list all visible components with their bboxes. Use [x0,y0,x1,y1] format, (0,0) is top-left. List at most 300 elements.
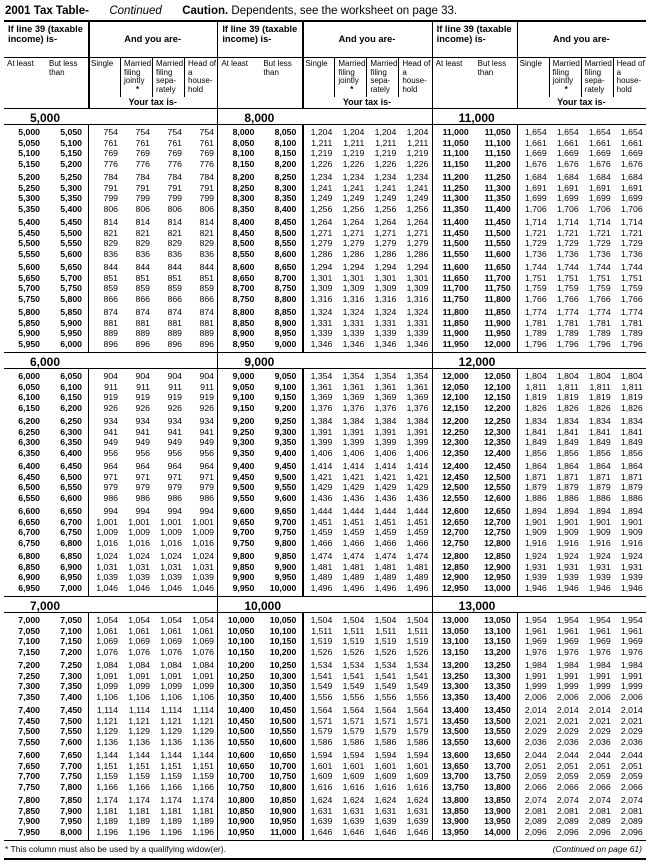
hoh-tax-cell: 1,924 [620,551,643,561]
row-group [218,416,431,458]
hoh-tax-cell: 1,864 [620,461,643,471]
at-least-cell: 7,800 [18,795,40,805]
mfj-tax-cell: 1,886 [556,492,579,503]
mfj-tax-cell: 889 [135,328,150,338]
single-tax-cell: 1,871 [524,471,547,482]
but-less-than-cell: 9,750 [274,527,297,537]
at-least-cell: 13,850 [442,805,469,816]
single-tax-cell: 1,114 [96,705,118,715]
at-least-cell: 13,150 [442,646,469,657]
at-least-cell: 11,450 [442,227,469,238]
hoh-tax-cell: 1,429 [406,482,429,492]
but-less-than-cell: 12,600 [484,492,511,503]
at-least-cell: 13,950 [442,826,469,837]
hoh-tax-cell: 1,159 [192,771,214,781]
mfj-tax-cell: 1,931 [556,561,579,572]
table-row [4,148,217,159]
table-row [4,159,217,170]
mfs-tax-cell: 941 [167,426,182,437]
mfj-tax-cell: 1,354 [342,371,365,381]
mfs-tax-cell: 1,414 [374,461,397,471]
table-row [218,228,431,239]
mfj-tax-cell: 1,091 [128,670,150,681]
table-row [218,448,431,459]
hoh-tax-cell: 904 [199,371,214,381]
mfs-tax-cell: 1,954 [588,615,611,625]
single-tax-cell: 1,271 [310,227,333,238]
but-less-than-cell: 12,400 [484,447,511,458]
at-least-cell: 9,900 [232,572,255,582]
at-least-cell: 7,850 [18,805,40,816]
hoh-tax-cell: 1,556 [406,691,429,702]
single-tax-cell: 1,804 [524,371,547,381]
mfs-tax-cell: 1,039 [160,572,182,582]
but-less-than-cell: 11,650 [484,262,511,272]
hoh-tax-cell: 949 [199,437,214,447]
but-less-than-cell: 10,600 [269,736,297,747]
single-tax-cell: 889 [103,328,118,338]
mfs-tax-cell: 1,669 [588,148,611,158]
hoh-tax-cell: 1,519 [406,636,429,646]
but-less-than-cell: 5,100 [60,137,82,148]
row-group [4,461,217,503]
but-less-than-cell: 13,150 [484,636,511,646]
mfj-tax-cell: 829 [135,238,150,248]
at-least-cell: 7,900 [18,816,40,826]
mfs-tax-cell: 1,774 [588,307,611,317]
col-header-married-filing-jointly [120,58,152,97]
at-least-cell: 8,100 [232,148,255,158]
hoh-tax-cell: 754 [199,127,214,137]
table-row [218,283,431,294]
mfs-tax-cell: 1,826 [588,402,611,413]
section-label: 13,000 [458,599,496,613]
table-row [4,795,217,806]
mfs-tax-cell: 1,834 [588,416,611,426]
mfj-tax-cell: 1,046 [128,582,150,593]
hoh-tax-cell: 2,081 [620,805,643,816]
single-tax-cell: 1,151 [96,760,118,771]
mfs-tax-cell: 1,556 [374,691,397,702]
column-headers [4,58,217,97]
but-less-than-cell: 7,150 [60,636,82,646]
single-tax-cell: 2,074 [524,795,547,805]
mfj-asterisk: * [135,84,140,94]
table-row [218,726,431,737]
column-divider [302,125,303,352]
single-tax-cell: 1,939 [524,572,547,582]
single-tax-cell: 934 [103,416,118,426]
hoh-tax-cell: 1,046 [192,582,214,593]
your-tax-is-label: Your tax is- [557,97,606,107]
hoh-tax-cell: 1,459 [406,527,429,537]
at-least-cell: 6,050 [18,381,40,392]
single-tax-cell: 1,819 [524,392,547,402]
table-row [433,692,646,703]
mfj-tax-cell: 1,631 [342,805,365,816]
single-tax-cell: 1,459 [310,527,333,537]
but-less-than-cell: 10,000 [269,582,297,593]
at-least-cell: 13,550 [442,736,469,747]
table-row [433,705,646,716]
but-less-than-cell: 7,000 [60,582,82,593]
hoh-tax-cell: 1,024 [192,551,214,561]
hoh-tax-cell: 1,811 [621,381,643,392]
mfs-tax-cell: 881 [167,317,182,328]
mfs-tax-cell: 2,089 [588,816,611,826]
but-less-than-cell: 10,300 [269,670,297,681]
mfs-tax-cell: 1,519 [374,636,397,646]
at-least-cell: 7,150 [18,646,40,657]
table-row [433,716,646,727]
single-tax-cell: 1,249 [310,193,333,203]
but-less-than-cell: 8,750 [274,283,297,293]
table-row [4,572,217,583]
income-header: If line 39 (taxable income) is- [436,24,512,45]
hoh-tax-cell: 1,466 [406,537,429,548]
single-tax-cell: 1,031 [96,561,118,572]
single-tax-cell: 1,024 [96,551,118,561]
mfs-tax-cell: 1,451 [374,516,397,527]
table-row [433,517,646,528]
table-row [433,562,646,573]
at-least-cell: 5,200 [18,172,40,182]
section-rows [218,613,431,840]
single-tax-cell: 776 [103,158,118,169]
mfs-tax-cell: 1,204 [374,127,397,137]
mfj-tax-cell: 859 [135,283,150,293]
at-least-cell: 11,000 [442,127,469,137]
mfj-tax-cell: 1,279 [342,238,365,248]
at-least-cell: 13,500 [442,726,469,736]
but-less-than-cell: 9,250 [274,416,297,426]
mfs-tax-cell: 1,796 [588,338,611,349]
at-least-cell: 8,050 [232,137,255,148]
table-row [4,318,217,329]
but-less-than-cell: 9,400 [274,447,297,458]
mfs-tax-cell: 979 [167,482,182,492]
at-least-cell: 5,100 [18,148,40,158]
single-tax-cell: 769 [103,148,118,158]
hoh-tax-cell: 1,601 [406,760,429,771]
but-less-than-cell: 9,300 [274,426,297,437]
hoh-tax-cell: 1,841 [620,426,643,437]
row-group [433,705,646,747]
table-row [4,737,217,748]
single-tax-cell: 1,571 [310,715,333,726]
table-row [433,193,646,204]
table-row [218,493,431,504]
but-less-than-cell: 13,350 [484,681,511,691]
at-least-cell: 8,750 [232,293,255,304]
hoh-tax-cell: 829 [199,238,214,248]
single-tax-cell: 1,504 [310,615,333,625]
single-tax-cell: 1,369 [310,392,333,402]
row-group [218,262,431,304]
table-row [433,204,646,215]
mfs-tax-cell: 1,924 [588,551,611,561]
section-label: 11,000 [458,111,495,125]
mfs-tax-cell: 2,074 [588,795,611,805]
at-least-cell: 9,100 [232,392,255,402]
mfj-tax-cell: 1,646 [342,826,365,837]
table-row [218,705,431,716]
mfj-tax-cell: 1,189 [128,816,150,826]
at-least-cell: 8,600 [232,262,255,272]
single-tax-cell: 956 [103,447,118,458]
single-tax-cell: 1,414 [310,461,333,471]
table-row [218,636,431,647]
single-tax-cell: 844 [103,262,118,272]
single-tax-cell: 1,399 [310,437,333,447]
single-tax-cell: 1,204 [310,127,333,137]
single-tax-cell: 1,339 [310,328,333,338]
single-tax-cell: 1,654 [524,127,547,137]
single-tax-cell: 1,481 [310,561,333,572]
at-least-cell: 12,500 [442,482,469,492]
mfs-tax-cell: 1,691 [588,182,611,193]
mfj-tax-cell: 1,144 [128,750,150,760]
at-least-cell: 12,700 [442,527,469,537]
caution-label: Caution. [182,5,229,17]
hoh-tax-cell: 1,009 [192,527,214,537]
mfs-tax-cell: 1,459 [374,527,397,537]
mfj-tax-cell: 1,684 [556,172,579,182]
but-less-than-cell: 5,150 [60,148,82,158]
but-less-than-cell: 11,450 [484,217,511,227]
section-header [433,596,646,613]
mfs-tax-cell: 1,076 [160,646,182,657]
hoh-tax-cell: 1,211 [407,137,429,148]
mfs-tax-cell: 1,009 [160,527,182,537]
mfj-tax-cell: 1,399 [342,437,365,447]
mfs-tax-cell: 859 [167,283,182,293]
single-tax-cell: 1,429 [310,482,333,492]
mfs-tax-cell: 1,316 [374,293,397,304]
at-least-cell: 11,900 [442,328,469,338]
row-group [218,307,431,349]
title-continued: Continued [109,5,162,17]
at-least-cell: 12,900 [442,572,469,582]
at-least-cell: 6,100 [18,392,40,402]
at-least-cell: 10,300 [227,681,255,691]
hoh-tax-cell: 926 [199,402,214,413]
mfs-tax-cell: 2,081 [588,805,611,816]
mfj-tax-cell: 904 [135,371,150,381]
hoh-tax-cell: 979 [199,482,214,492]
mfs-tax-cell: 1,639 [374,816,397,826]
table-row [433,782,646,793]
your-tax-is-label: Your tax is- [342,97,392,107]
mfj-tax-cell: 1,489 [342,572,365,582]
single-tax-cell: 791 [103,182,118,193]
at-least-cell: 6,550 [18,492,40,503]
table-row [218,782,431,793]
at-least-cell: 10,000 [227,615,255,625]
row-group [4,615,217,657]
at-least-cell: 10,650 [227,760,255,771]
single-tax-cell: 1,931 [524,561,547,572]
mfs-tax-cell: 1,676 [588,158,611,169]
hoh-tax-cell: 1,114 [192,705,214,715]
single-tax-cell: 1,624 [310,795,333,805]
table-row [433,761,646,772]
mfj-tax-cell: 1,016 [128,537,150,548]
mfs-tax-cell: 2,021 [588,715,611,726]
hoh-tax-cell: 1,706 [620,203,643,214]
single-tax-cell: 799 [103,193,118,203]
hoh-tax-cell: 1,226 [406,158,429,169]
table-row [4,493,217,504]
single-tax-cell: 1,384 [310,416,333,426]
mfs-tax-cell: 911 [168,381,182,392]
mfj-tax-cell: 1,714 [556,217,579,227]
but-less-than-cell: 12,100 [484,381,511,392]
mfs-tax-cell: 1,144 [160,750,182,760]
mfs-tax-cell: 814 [167,217,182,227]
single-tax-cell: 1,879 [524,482,547,492]
at-least-cell: 11,750 [442,293,469,304]
single-tax-cell: 1,639 [310,816,333,826]
mfj-tax-cell: 1,159 [128,771,150,781]
hoh-tax-cell: 1,016 [192,537,214,548]
single-tax-cell: 1,834 [524,416,547,426]
hoh-tax-cell: 1,759 [620,283,643,293]
but-less-than-cell: 5,900 [60,317,82,328]
but-less-than-cell: 9,900 [274,561,297,572]
table-row [4,671,217,682]
at-least-cell: 5,950 [18,338,40,349]
col-header-single: Single [91,59,114,68]
at-least-cell: 5,750 [18,293,40,304]
but-less-than-cell: 10,400 [269,691,297,702]
mfj-tax-cell: 1,249 [342,193,365,203]
at-least-cell: 6,300 [18,437,40,447]
table-row [218,339,431,350]
single-tax-cell: 1,789 [524,328,547,338]
hoh-tax-cell: 1,901 [620,516,643,527]
single-tax-cell: 1,826 [524,402,547,413]
table-row [218,204,431,215]
table-panel-3 [432,22,646,840]
table-row [4,562,217,573]
table-row [4,283,217,294]
row-group [4,705,217,747]
mfj-tax-cell: 1,069 [128,636,150,646]
hoh-tax-cell: 1,646 [406,826,429,837]
column-divider [88,369,89,596]
hoh-tax-cell: 1,271 [406,227,429,238]
at-least-cell: 8,550 [232,248,255,259]
mfs-tax-cell: 1,406 [374,447,397,458]
but-less-than-cell: 13,450 [484,705,511,715]
mfj-tax-cell: 956 [135,447,150,458]
at-least-cell: 12,050 [442,381,469,392]
at-least-cell: 11,350 [442,203,469,214]
single-tax-cell: 1,849 [524,437,547,447]
panel-body [218,108,431,840]
but-less-than-cell: 5,400 [60,203,82,214]
at-least-cell: 12,350 [442,447,469,458]
mfj-tax-cell: 769 [135,148,150,158]
col-header-single: Single [305,59,328,68]
but-less-than-cell: 8,950 [274,328,297,338]
mfs-tax-cell: 1,114 [160,705,182,715]
single-tax-cell: 941 [103,426,118,437]
but-less-than-cell: 6,600 [60,492,82,503]
at-least-cell: 8,150 [232,158,255,169]
at-least-cell: 7,550 [18,736,40,747]
but-less-than-cell: 11,800 [484,293,511,304]
at-least-cell: 8,850 [232,317,255,328]
mfj-tax-cell: 1,549 [342,681,365,691]
table-row [218,583,431,594]
single-tax-cell: 1,084 [96,660,118,670]
at-least-cell: 7,100 [18,636,40,646]
table-row [433,527,646,538]
section-rows [4,613,217,840]
table-row [4,328,217,339]
but-less-than-cell: 13,650 [484,750,511,760]
hoh-tax-cell: 1,054 [192,615,214,625]
but-less-than-cell: 8,500 [274,227,297,238]
mfs-tax-cell: 851 [167,272,182,283]
at-least-cell: 10,900 [227,816,255,826]
single-tax-cell: 1,226 [310,158,333,169]
row-group [4,172,217,214]
hoh-tax-cell: 791 [199,182,214,193]
mfj-tax-cell: 844 [135,262,150,272]
mfs-tax-cell: 799 [167,193,182,203]
mfj-tax-cell: 1,361 [342,381,365,392]
single-tax-cell: 1,729 [524,238,547,248]
at-least-cell: 9,650 [232,516,255,527]
table-row [433,228,646,239]
at-least-cell: 10,500 [227,726,255,736]
mfj-tax-cell: 1,226 [342,158,365,169]
col-header-single: Single [519,59,542,68]
mfs-tax-cell: 761 [167,137,182,148]
hoh-tax-cell: 1,061 [192,625,214,636]
hoh-tax-cell: 1,279 [406,238,429,248]
hoh-tax-cell: 1,856 [620,447,643,458]
but-less-than-cell: 6,100 [60,381,82,392]
table-row [433,127,646,138]
but-less-than-cell: 11,850 [484,307,511,317]
single-tax-cell: 1,189 [96,816,118,826]
header-column-divider [517,22,519,108]
table-row [218,806,431,817]
mfs-tax-cell: 1,579 [374,726,397,736]
col-header-married-filing-jointly [549,58,581,97]
but-less-than-cell: 7,550 [60,726,82,736]
at-least-cell: 11,100 [442,148,469,158]
single-tax-cell: 1,016 [96,537,118,548]
but-less-than-cell: 5,050 [60,127,82,137]
single-tax-cell: 754 [103,127,118,137]
single-tax-cell: 1,219 [310,148,333,158]
section-rows [4,369,217,596]
but-less-than-cell: 13,050 [484,615,511,625]
hoh-tax-cell: 1,444 [406,506,429,516]
mfs-tax-cell: 956 [167,447,182,458]
table-row [218,716,431,727]
at-least-cell: 6,600 [18,506,40,516]
at-least-cell: 10,100 [227,636,255,646]
table-row [433,273,646,284]
table-row [218,827,431,838]
table-row [433,138,646,149]
